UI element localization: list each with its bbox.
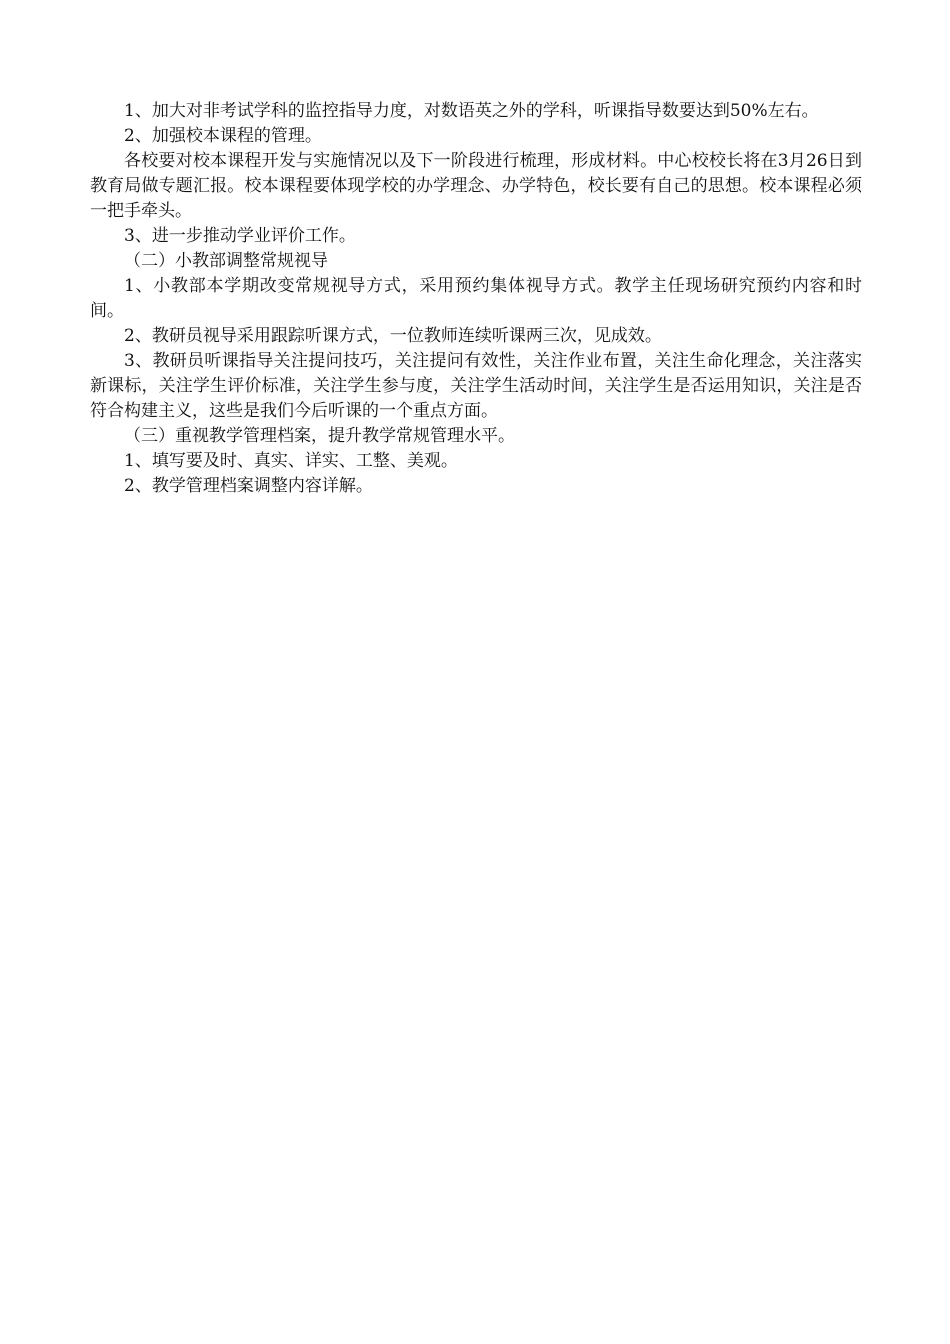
document-body xyxy=(90,99,862,499)
paragraph-item-7: 3、教研员听课指导关注提问技巧，关注提问有效性，关注作业布置，关注生命化理念，关注落实新课标，关注学生评价标准，关注学生参与度，关注学生活动时间，关注学生是否运用知识，关注是否符合构建主义，这些是我们今后听课的一个重点方面。 xyxy=(90,351,862,421)
paragraph-item-2: 2、加强校本课程的管理。 xyxy=(124,126,322,146)
section-heading-2: （二）小教部调整常规视导 xyxy=(124,251,328,271)
paragraph-item-5: 1、小教部本学期改变常规视导方式，采用预约集体视导方式。教学主任现场研究预约内容和时间。 xyxy=(90,276,862,321)
paragraph-item-9: 2、教学管理档案调整内容详解。 xyxy=(124,476,373,496)
section-heading-3: （三）重视教学管理档案，提升教学常规管理水平。 xyxy=(124,426,515,446)
paragraph-item-8: 1、填写要及时、真实、详实、工整、美观。 xyxy=(124,451,458,471)
paragraph-item-1: 1、加大对非考试学科的监控指导力度，对数语英之外的学科，听课指导数要达到50%左右。 xyxy=(124,101,819,121)
paragraph-item-6: 2、教研员视导采用跟踪听课方式，一位教师连续听课两三次，见成效。 xyxy=(124,326,662,346)
paragraph-item-3: 各校要对校本课程开发与实施情况以及下一阶段进行梳理，形成材料。中心校校长将在3月26日到教育局做专题汇报。校本课程要体现学校的办学理念、办学特色，校长要有自己的思想。校本课程必须一把手牵头。 xyxy=(90,151,862,221)
paragraph-item-4: 3、进一步推动学业评价工作。 xyxy=(124,226,356,246)
